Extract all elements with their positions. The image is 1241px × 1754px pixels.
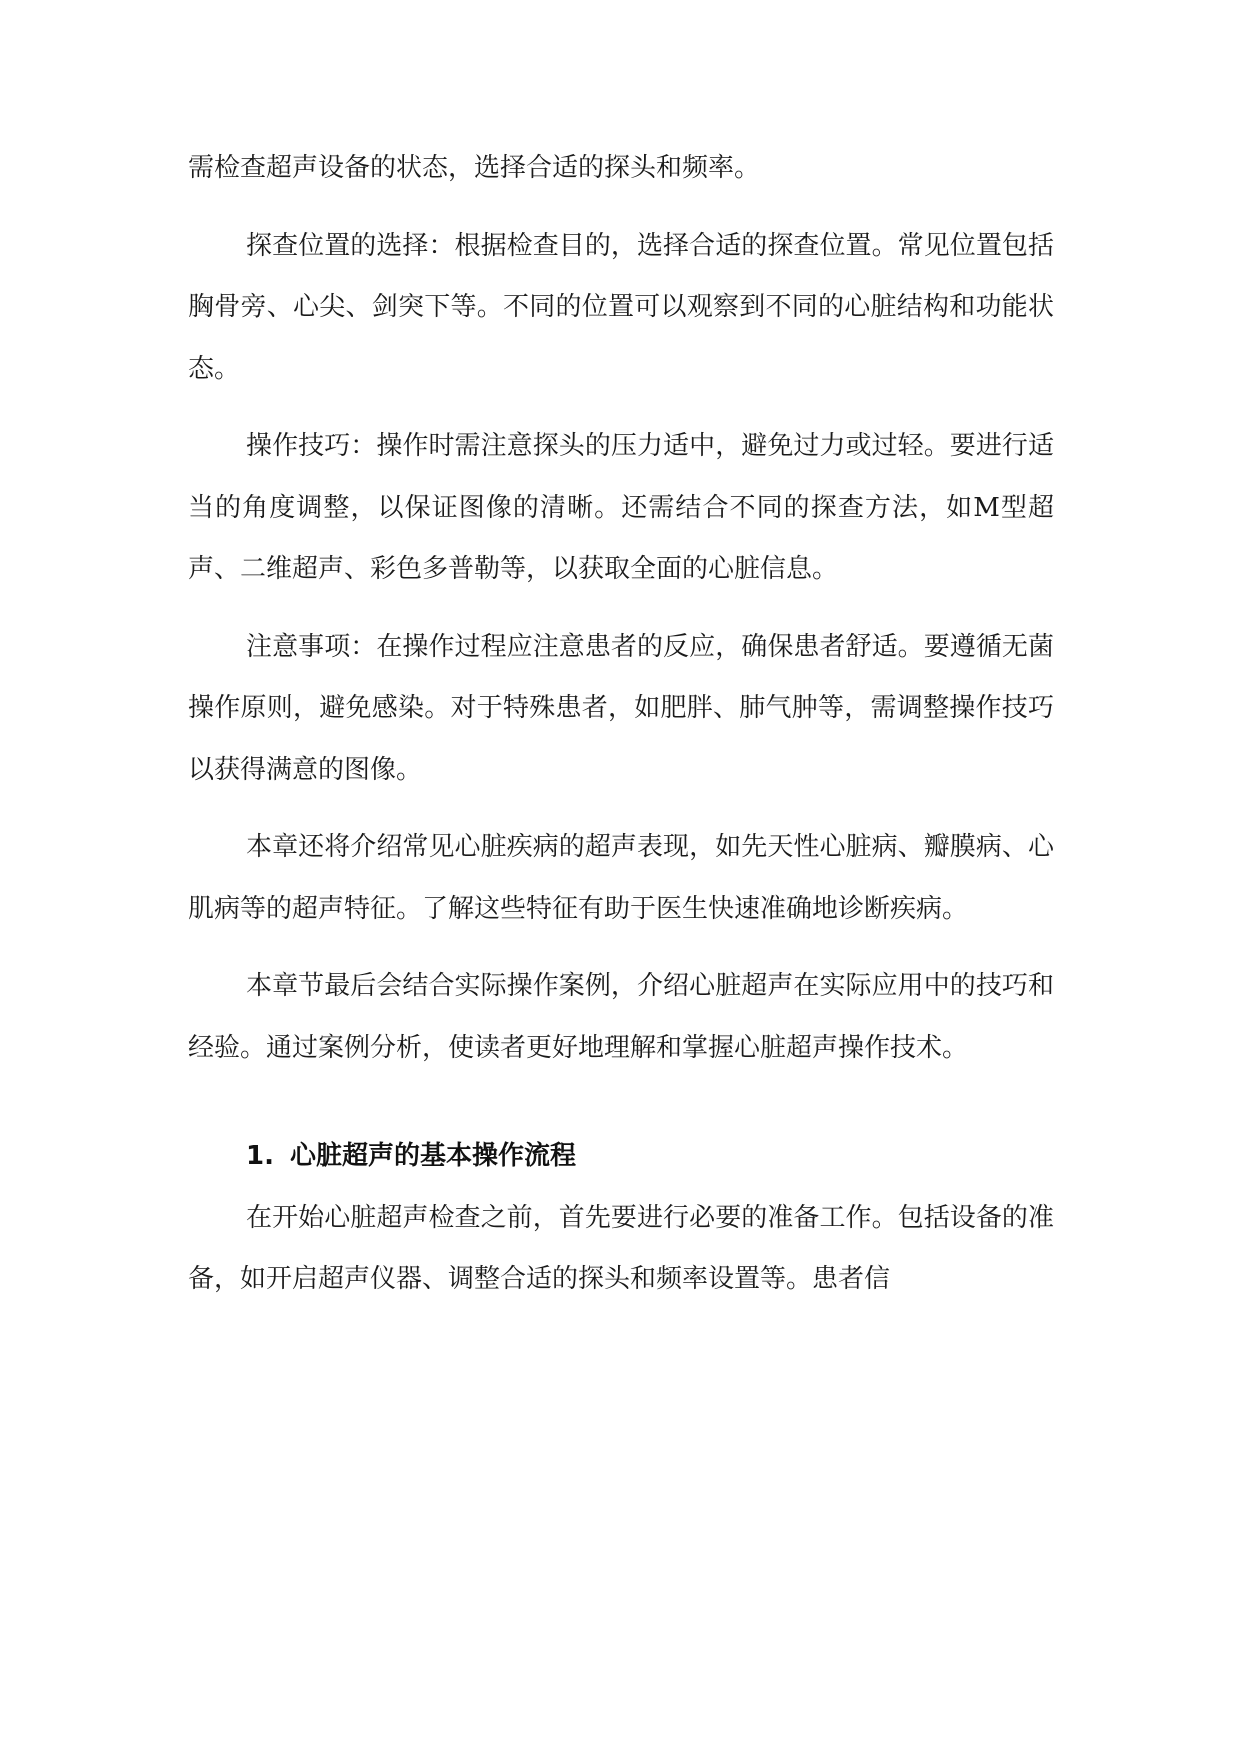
document-page — [188, 138, 1054, 1311]
section-title: 心脏超声的基本操作流程 — [290, 1141, 577, 1171]
paragraph-continuation: 需检查超声设备的状态，选择合适的探头和频率。 — [188, 153, 761, 183]
paragraph-case-studies: 本章节最后会结合实际操作案例，介绍心脏超声在实际应用中的技巧和经验。通过案例分析，使读者更好地理解和掌握心脏超声操作技术。 — [188, 971, 1054, 1063]
section-number: 1. — [246, 1141, 274, 1171]
paragraph-preparation: 在开始心脏超声检查之前，首先要进行必要的准备工作。包括设备的准备，如开启超声仪器、调整合适的探头和频率设置等。患者信 — [188, 1202, 1054, 1294]
paragraph-precautions: 注意事项：在操作过程应注意患者的反应，确保患者舒适。要遵循无菌操作原则，避免感染。对于特殊患者，如肥胖、肺气肿等，需调整操作技巧以获得满意的图像。 — [188, 631, 1054, 785]
section-heading — [188, 1126, 1054, 1188]
paragraph-operation-technique: 操作技巧：操作时需注意探头的压力适中，避免过力或过轻。要进行适当的角度调整，以保证图像的清晰。还需结合不同的探查方法，如M型超声、二维超声、彩色多普勒等，以获取全面的心脏信息。 — [188, 431, 1054, 584]
paragraph-common-diseases: 本章还将介绍常见心脏疾病的超声表现，如先天性心脏病、瓣膜病、心肌病等的超声特征。了解这些特征有助于医生快速准确地诊断疾病。 — [188, 832, 1054, 924]
paragraph-probe-position: 探查位置的选择：根据检查目的，选择合适的探查位置。常见位置包括胸骨旁、心尖、剑突下等。不同的位置可以观察到不同的心脏结构和功能状态。 — [188, 230, 1054, 384]
